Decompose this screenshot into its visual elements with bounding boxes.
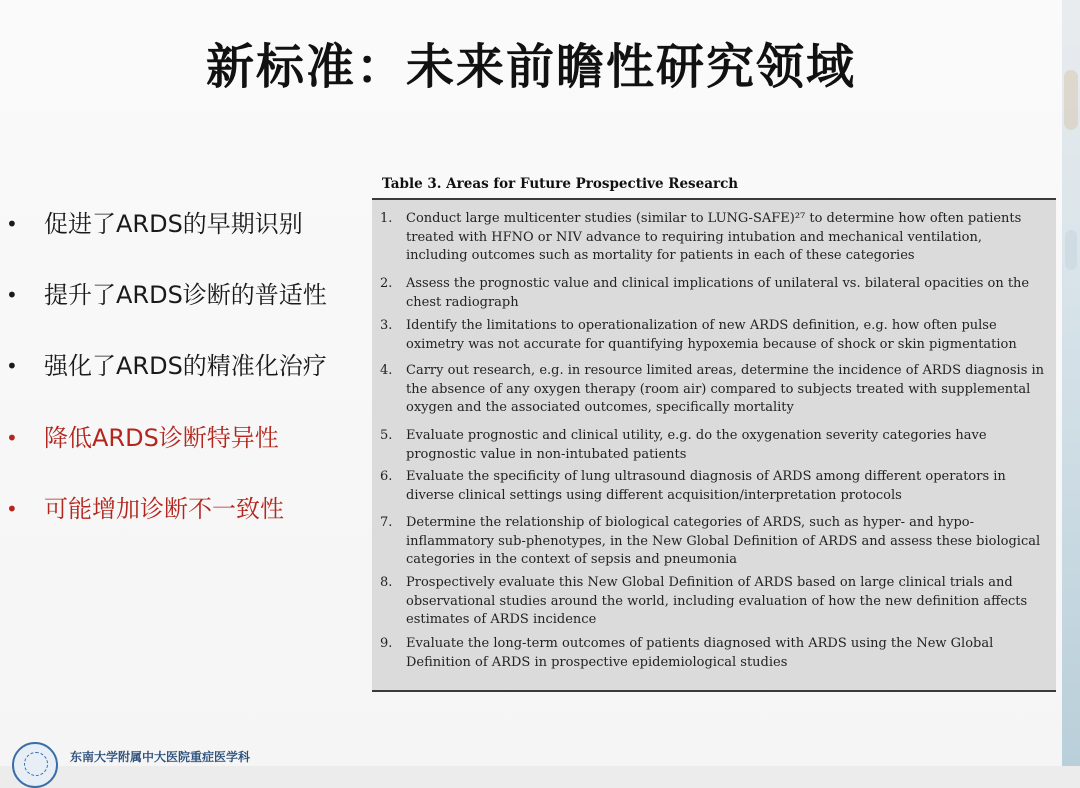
row-text: Identify the limitations to operationalization of new ARDS definition, e.g. how often pulse oximetry was not accurate for quantifying hypoxemia because of shock or skin pigmentation	[406, 318, 1017, 352]
row-text: Evaluate prognostic and clinical utility, e.g. do the oxygenation severity categories have prognostic value in non-intubated patients	[406, 428, 987, 462]
bullet-marker: •	[6, 426, 18, 450]
row-number: 6.	[380, 469, 393, 484]
decorative-side-strip	[1062, 0, 1080, 766]
row-number: 2.	[380, 276, 393, 291]
bullet-text: 降低ARDS诊断特异性	[44, 424, 279, 452]
row-text: Evaluate the specificity of lung ultrasound diagnosis of ARDS among different operators in diverse clinical settings using different acquisition/interpretation protocols	[406, 469, 1006, 503]
bullet-text: 可能增加诊断不一致性	[44, 495, 284, 523]
row-text: Evaluate the long-term outcomes of patients diagnosed with ARDS using the New Global Definition of ARDS in prospective epidemiological studies	[406, 636, 994, 670]
row-number: 9.	[380, 636, 393, 651]
row-text: Assess the prognostic value and clinical implications of unilateral vs. bilateral opacities on the chest radiograph	[406, 276, 1030, 310]
bullet-marker: •	[6, 497, 18, 521]
slide-title: 新标准：未来前瞻性研究领域	[205, 39, 856, 95]
university-logo-icon	[12, 742, 58, 788]
row-text: Prospectively evaluate this New Global Definition of ARDS based on large clinical trials and observational studies around the world, including evaluation of how the new definition affects estimates of ARDS incidence	[406, 575, 1028, 627]
row-number: 8.	[380, 575, 393, 590]
bullet-text: 促进了ARDS的早期识别	[44, 210, 303, 238]
row-number: 3.	[380, 318, 393, 333]
row-number: 5.	[380, 428, 393, 443]
row-number: 4.	[380, 363, 393, 378]
row-text: Determine the relationship of biological categories of ARDS, such as hyper- and hypo-inflammatory sub-phenotypes, in the New Global Definition of ARDS and assess these biological categories in the context of sepsis and pneumonia	[406, 515, 1041, 567]
bullet-marker: •	[6, 354, 18, 378]
row-text: Carry out research, e.g. in resource limited areas, determine the incidence of ARDS diagnosis in the absence of any oxygen therapy (room air) compared to subjects treated with supplemental oxygen and the associated outcomes, specifically mortality	[406, 363, 1045, 415]
research-table	[372, 198, 1056, 692]
row-number: 7.	[380, 515, 393, 530]
bullet-marker: •	[6, 283, 18, 307]
table-caption: Table 3. Areas for Future Prospective Research	[382, 176, 739, 192]
bullet-marker: •	[6, 212, 18, 236]
bullet-text: 提升了ARDS诊断的普适性	[44, 281, 327, 309]
footer-org-name: 东南大学附属中大医院重症医学科	[70, 750, 251, 764]
row-number: 1.	[380, 211, 393, 226]
row-text: Conduct large multicenter studies (similar to LUNG-SAFE)²⁷ to determine how often patients treated with HFNO or NIV advance to requiring intubation and mechanical ventilation, including outcomes such as mortality for patients in each of these categories	[406, 211, 1022, 263]
bullet-text: 强化了ARDS的精准化治疗	[44, 352, 327, 380]
